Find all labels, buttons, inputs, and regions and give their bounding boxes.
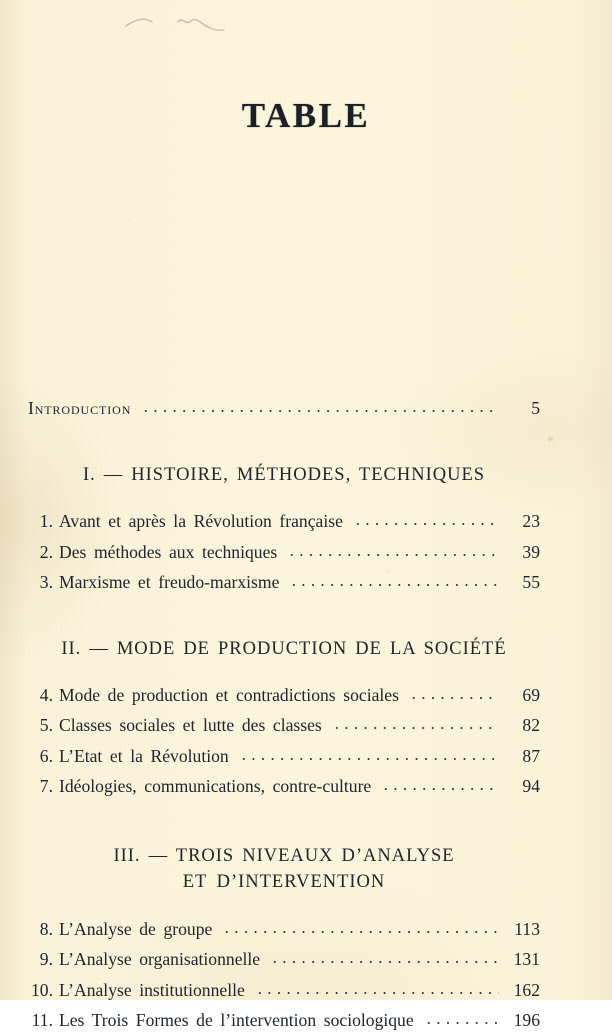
toc-entry-introduction[interactable] bbox=[28, 398, 540, 419]
toc-entry-number: 9. bbox=[39, 949, 53, 969]
foxing-spot bbox=[128, 218, 131, 221]
section-heading-1-text: I. — HISTOIRE, MÉTHODES, TECHNIQUES bbox=[82, 465, 486, 485]
toc-entry-label: L’Analyse organisationnelle bbox=[59, 949, 261, 969]
section-heading-3-text-line1: III. — TROIS NIVEAUX D’ANALYSE bbox=[113, 845, 455, 866]
section-heading-3 bbox=[28, 843, 540, 895]
toc-entry-label: L’Analyse institutionnelle bbox=[59, 979, 245, 1000]
toc-entry[interactable] bbox=[28, 741, 540, 772]
toc-entry-page-number: 113 bbox=[514, 918, 540, 939]
dot-leader bbox=[409, 697, 499, 699]
section-3-entries bbox=[28, 914, 540, 1036]
section-heading-2 bbox=[28, 639, 540, 660]
dot-leader bbox=[353, 523, 499, 525]
toc-entry-number: 11. bbox=[31, 1010, 53, 1030]
toc-entry-label: L’Etat et la Révolution bbox=[59, 745, 229, 766]
toc-entry[interactable] bbox=[28, 710, 540, 741]
toc-entry-number: 1. bbox=[39, 511, 53, 531]
pencil-annotation-icon bbox=[118, 6, 268, 48]
foxing-spot bbox=[548, 437, 553, 441]
toc-entry[interactable] bbox=[28, 975, 540, 1006]
section-heading-3-text-line2: ET D’INTERVENTION bbox=[182, 871, 386, 892]
toc-entry[interactable] bbox=[28, 944, 540, 975]
toc-entry[interactable] bbox=[28, 914, 540, 945]
toc-entry-label: Mode de production et contradictions sociales bbox=[59, 684, 399, 705]
toc-entry-page-number: 196 bbox=[513, 1010, 540, 1030]
toc-entry-page-number: 94 bbox=[522, 776, 540, 796]
dot-leader bbox=[222, 931, 499, 933]
toc-entry-page-number: 39 bbox=[522, 541, 540, 562]
toc-entry-page-number: 82 bbox=[522, 715, 540, 735]
toc-entry[interactable] bbox=[28, 771, 540, 802]
section-heading-2-text: II. — MODE DE PRODUCTION DE LA SOCIÉTÉ bbox=[61, 638, 507, 659]
toc-entry[interactable] bbox=[28, 680, 540, 711]
toc-entry-label: Avant et après la Révolution française bbox=[59, 511, 343, 531]
toc-entry-label: Des méthodes aux techniques bbox=[59, 541, 278, 562]
toc-entry-label: Classes sociales et lutte des classes bbox=[59, 715, 322, 735]
page-title: TABLE bbox=[241, 96, 371, 135]
dot-leader bbox=[381, 788, 499, 790]
toc-entry-page-number: 69 bbox=[522, 684, 540, 705]
dot-leader bbox=[332, 727, 499, 729]
dot-leader bbox=[289, 584, 499, 586]
dot-leader bbox=[239, 758, 499, 760]
toc-entry-label: Marxisme et freudo-marxisme bbox=[59, 572, 280, 592]
toc-entry-number: 10. bbox=[31, 979, 53, 1000]
toc-entry-page-number: 87 bbox=[522, 745, 540, 766]
toc-entry-number: 5. bbox=[39, 715, 53, 735]
dot-leader bbox=[424, 1022, 499, 1024]
toc-entry-page-number: 5 bbox=[531, 398, 540, 418]
toc-entry[interactable] bbox=[28, 1005, 540, 1036]
section-1-entries bbox=[28, 506, 540, 598]
toc-entry-label: Introduction bbox=[28, 398, 132, 418]
toc-entry-label: Idéologies, communications, contre-culture bbox=[59, 776, 372, 796]
section-heading-1 bbox=[28, 465, 540, 486]
toc-entry-number: 3. bbox=[39, 572, 53, 592]
dot-leader bbox=[255, 992, 499, 994]
toc-entry-label: L’Analyse de groupe bbox=[59, 918, 213, 939]
section-2-entries bbox=[28, 680, 540, 802]
dot-leader bbox=[270, 961, 499, 963]
toc-entry-page-number: 162 bbox=[513, 979, 540, 1000]
dot-leader bbox=[287, 554, 499, 556]
toc-entry[interactable] bbox=[28, 537, 540, 568]
toc-entry-page-number: 55 bbox=[522, 572, 540, 592]
toc-entry-label: Les Trois Formes de l’intervention sociologique bbox=[59, 1010, 414, 1030]
toc-entry-number: 4. bbox=[39, 684, 53, 705]
table-of-contents bbox=[28, 398, 540, 1036]
toc-entry[interactable] bbox=[28, 567, 540, 598]
toc-entry-number: 7. bbox=[39, 776, 53, 796]
toc-entry-number: 6. bbox=[39, 745, 53, 766]
toc-entry-number: 2. bbox=[39, 541, 53, 562]
toc-entry[interactable] bbox=[28, 506, 540, 537]
toc-entry-page-number: 131 bbox=[513, 949, 540, 969]
dot-leader bbox=[141, 410, 499, 412]
toc-entry-page-number: 23 bbox=[522, 511, 540, 531]
toc-entry-number: 8. bbox=[39, 918, 53, 939]
